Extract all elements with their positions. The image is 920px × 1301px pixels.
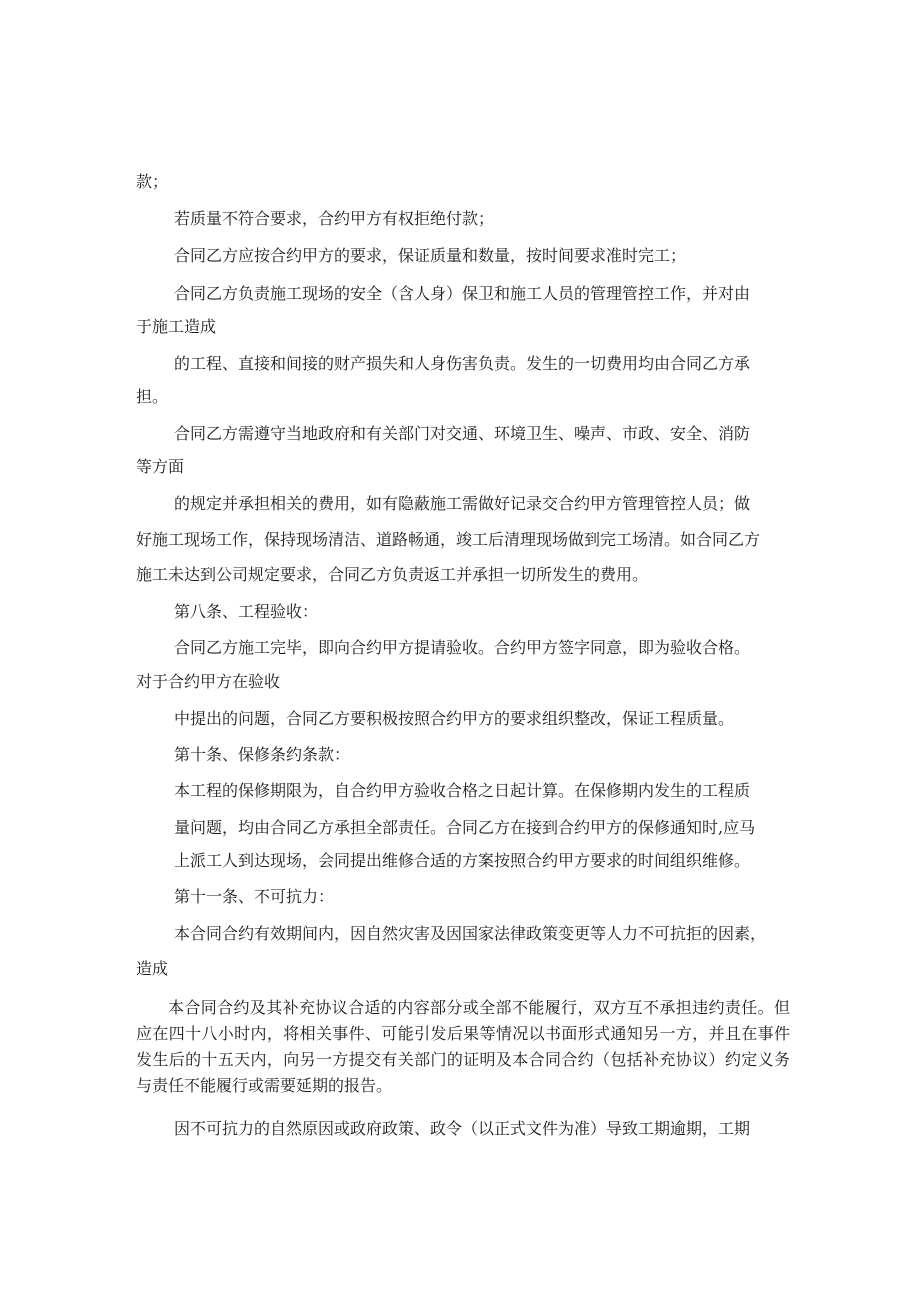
- section-heading: 第十条、保修条约条款：: [174, 745, 351, 764]
- force-majeure-paragraph: 本合同合约及其补充协议合适的内容部分或全部不能履行，双方互不承担违约责任。但应在四十八小时内，将相关事件、可能引发后果等情况以书面形式通知另一方，并且在事件发生后的十五天内，向另一方提交有关部门的证明及本合同合约（包括补充协议）约定义务与责任不能履行或需要延期的报告。: [136, 998, 790, 1095]
- text-line: 上派工人到达现场，会同提出维修合适的方案按照合约甲方要求的时间组织维修。: [174, 851, 751, 870]
- section-heading: 第十一条、不可抗力：: [174, 887, 335, 906]
- text-line: 合同乙方负责施工现场的安全（含人身）保卫和施工人员的管理管控工作，并对由: [174, 284, 751, 303]
- text-line: 等方面: [136, 457, 185, 476]
- text-line: 合同乙方施工完毕，即向合约甲方提请验收。合约甲方签字同意，即为验收合格。: [174, 638, 751, 657]
- text-line: 量问题，均由合同乙方承担全部责任。合同乙方在接到合约甲方的保修通知时,应马: [174, 818, 756, 837]
- text-line: 担。: [136, 387, 169, 406]
- text-line: 施工未达到公司规定要求，合同乙方负责返工并承担一切所发生的费用。: [136, 565, 649, 584]
- text-line: 因不可抗力的自然原因或政府政策、政令（以正式文件为准）导致工期逾期，工期: [174, 1119, 751, 1138]
- text-line: 好施工现场工作，保持现场清洁、道路畅通，竣工后清理现场做到完工场清。如合同乙方: [136, 530, 761, 549]
- text-line: 对于合约甲方在验收: [136, 672, 281, 691]
- text-line: 款；: [136, 172, 169, 191]
- text-line: 本工程的保修期限为，自合约甲方验收合格之日起计算。在保修期内发生的工程质: [174, 781, 751, 800]
- text-line: 的规定并承担相关的费用，如有隐蔽施工需做好记录交合约甲方管理管控人员；做: [174, 494, 751, 513]
- section-heading: 第八条、工程验收：: [174, 602, 319, 621]
- text-line: 本合同合约有效期间内，因自然灾害及因国家法律政策变更等人力不可抗拒的因素，: [174, 924, 767, 943]
- text-line: 造成: [136, 959, 169, 978]
- text-line: 合同乙方需遵守当地政府和有关部门对交通、环境卫生、噪声、市政、安全、消防: [174, 424, 751, 443]
- text-line: 的工程、直接和间接的财产损失和人身伤害负责。发生的一切费用均由合同乙方承: [174, 354, 751, 373]
- text-line: 合同乙方应按合约甲方的要求，保证质量和数量，按时间要求准时完工；: [174, 246, 687, 265]
- text-line: 若质量不符合要求，合约甲方有权拒绝付款；: [174, 209, 495, 228]
- text-line: 于施工造成: [136, 317, 217, 336]
- text-line: 中提出的问题，合同乙方要积极按照合约甲方的要求组织整改，保证工程质量。: [174, 709, 735, 728]
